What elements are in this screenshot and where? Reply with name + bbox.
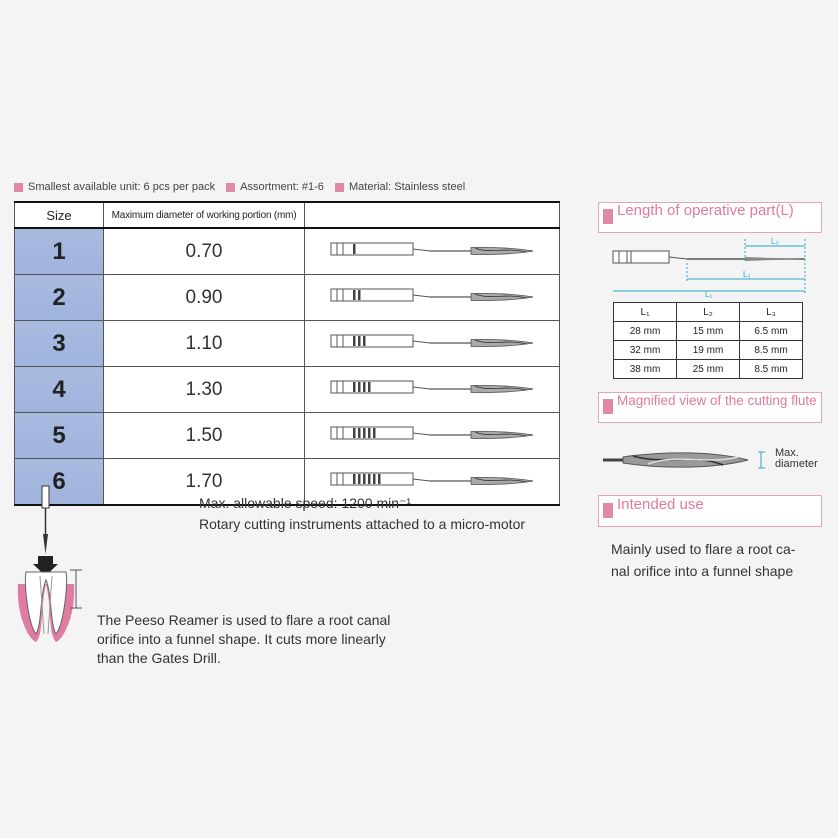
pink-square-icon xyxy=(335,183,344,192)
table-cell: 8.5 mm xyxy=(740,341,803,360)
description-text xyxy=(97,611,390,668)
diameter-cell: 1.70 xyxy=(104,459,305,506)
size-table xyxy=(14,201,560,506)
pink-square-icon xyxy=(603,399,613,414)
description-line: The Peeso Reamer is used to flare a root canal xyxy=(97,612,391,628)
table-cell: 6.5 mm xyxy=(740,322,803,341)
peeso-reamer-image xyxy=(305,275,559,315)
peeso-reamer-image xyxy=(305,321,559,361)
l3-label: L₃ xyxy=(771,237,779,246)
peeso-reamer-image xyxy=(305,367,559,407)
length-table xyxy=(613,302,803,379)
size-cell: 2 xyxy=(15,275,104,321)
length-header-l3: L₃ xyxy=(740,303,803,322)
table-cell: 28 mm xyxy=(614,322,677,341)
legend-unit: Smallest available unit: 6 pcs per pack xyxy=(14,181,215,193)
table-row xyxy=(614,360,803,379)
table-header-row xyxy=(614,303,803,322)
size-cell: 6 xyxy=(15,459,104,506)
header-diameter: Maximum diameter of working portion (mm) xyxy=(104,202,305,228)
size-cell: 5 xyxy=(15,413,104,459)
size-cell: 1 xyxy=(15,228,104,275)
pink-square-icon xyxy=(14,183,23,192)
l2-label: L₂ xyxy=(743,270,751,279)
pink-square-icon xyxy=(226,183,235,192)
size-cell: 4 xyxy=(15,367,104,413)
diameter-cell: 0.90 xyxy=(104,275,305,321)
speed-line: Max. allowable speed: 1200 min⁻¹ xyxy=(199,495,412,511)
l1-label: L₁ xyxy=(705,290,713,299)
diameter-cell: 1.30 xyxy=(104,367,305,413)
legend-material: Material: Stainless steel xyxy=(335,181,465,193)
table-cell: 19 mm xyxy=(677,341,740,360)
speed-text xyxy=(199,493,525,535)
pink-square-icon xyxy=(603,503,613,518)
diameter-label: diameter xyxy=(775,458,818,470)
max-diameter-label xyxy=(775,448,818,470)
instrument-image-cell xyxy=(305,367,560,413)
intended-line: nal orifice into a funnel shape xyxy=(611,563,794,579)
length-header-l1: L₁ xyxy=(614,303,677,322)
intended-line: Mainly used to flare a root ca- xyxy=(611,541,796,557)
table-row xyxy=(15,321,560,367)
table-cell: 15 mm xyxy=(677,322,740,341)
peeso-reamer-image xyxy=(305,229,559,269)
max-label: Max. xyxy=(775,447,799,459)
table-row xyxy=(614,341,803,360)
table-row xyxy=(614,322,803,341)
header-image xyxy=(305,202,560,228)
length-header-l2: L₂ xyxy=(677,303,740,322)
flute-section-title: Magnified view of the cutting flute xyxy=(598,392,822,423)
table-cell: 25 mm xyxy=(677,360,740,379)
diameter-cell: 1.50 xyxy=(104,413,305,459)
table-row xyxy=(15,367,560,413)
legend-assortment: Assortment: #1-6 xyxy=(226,181,324,193)
diameter-cell: 1.10 xyxy=(104,321,305,367)
table-header-row xyxy=(15,202,560,228)
description-line: orifice into a funnel shape. It cuts more linearly xyxy=(97,631,386,647)
table-row xyxy=(15,228,560,275)
header-size: Size xyxy=(15,202,104,228)
instrument-length-diagram xyxy=(605,235,815,300)
pink-square-icon xyxy=(603,209,613,224)
table-cell: 38 mm xyxy=(614,360,677,379)
table-row xyxy=(15,413,560,459)
peeso-reamer-image xyxy=(305,413,559,453)
table-row xyxy=(15,275,560,321)
intended-use-title: Intended use xyxy=(598,495,822,527)
length-section-title: Length of operative part(L) xyxy=(598,202,822,233)
cutting-flute-image xyxy=(603,445,773,475)
instrument-image-cell xyxy=(305,275,560,321)
table-cell: 8.5 mm xyxy=(740,360,803,379)
table-cell: 32 mm xyxy=(614,341,677,360)
diameter-cell: 0.70 xyxy=(104,228,305,275)
instrument-image-cell xyxy=(305,228,560,275)
intended-use-text xyxy=(611,538,795,582)
instrument-image-cell xyxy=(305,321,560,367)
speed-line: Rotary cutting instruments attached to a micro-motor xyxy=(199,516,526,532)
size-cell: 3 xyxy=(15,321,104,367)
description-line: than the Gates Drill. xyxy=(97,650,221,666)
spec-legend xyxy=(14,181,473,193)
tooth-illustration xyxy=(14,484,84,646)
instrument-image-cell xyxy=(305,413,560,459)
